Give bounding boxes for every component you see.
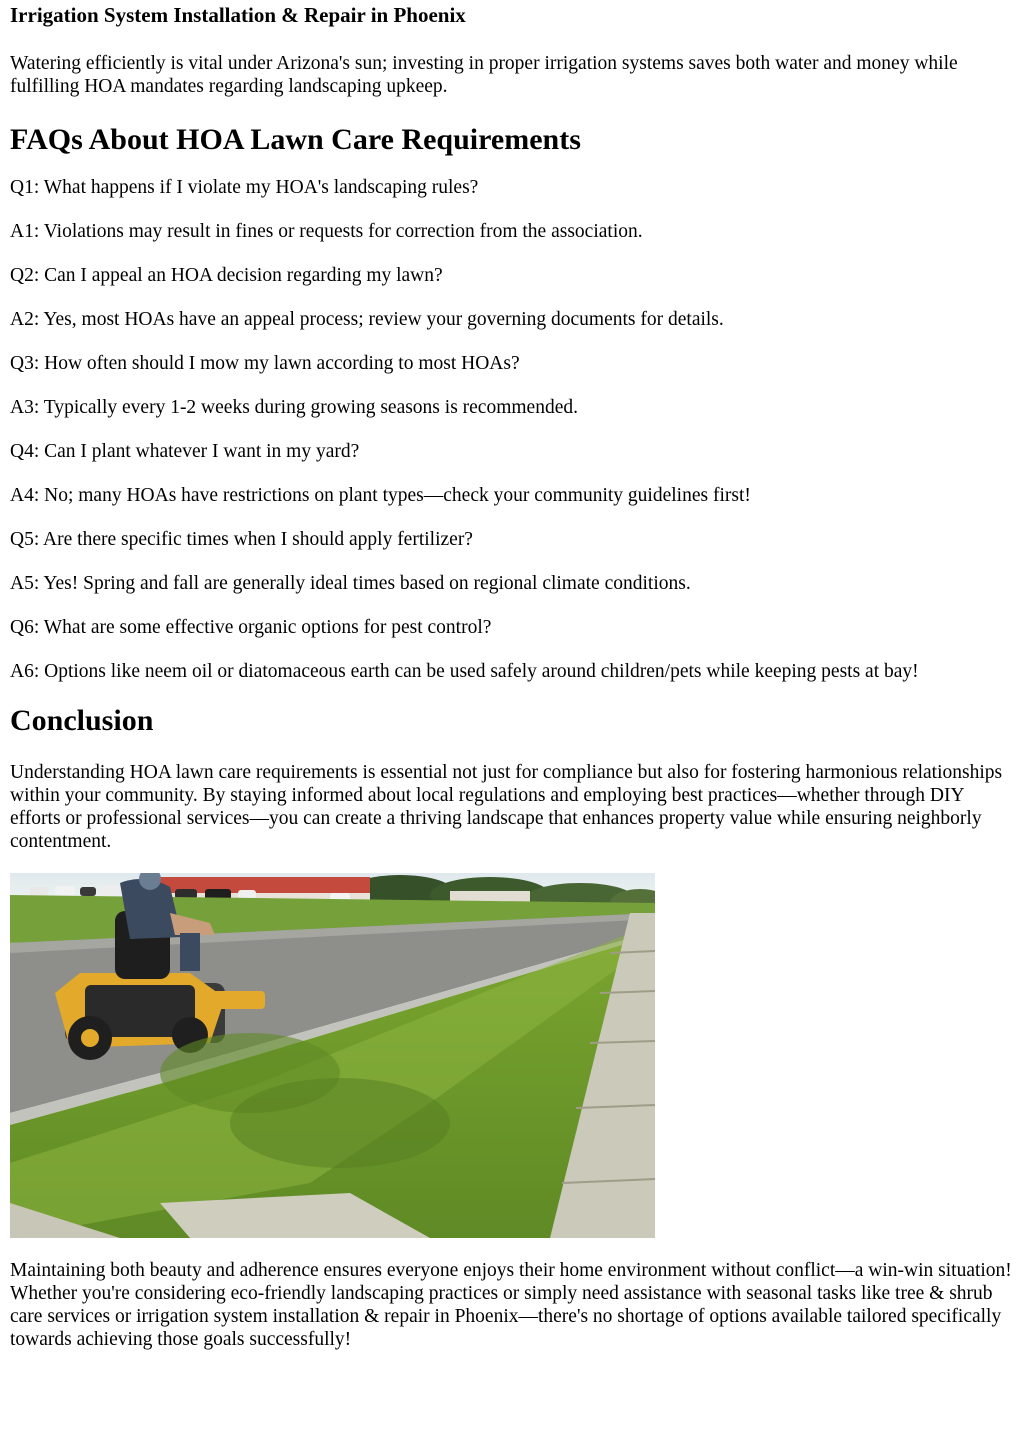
lawn-mowing-photo xyxy=(10,873,655,1238)
faq-list xyxy=(10,176,1018,683)
irrigation-heading: Irrigation System Installation & Repair in Phoenix xyxy=(10,3,466,27)
conclusion-paragraph: Understanding HOA lawn care requirements is essential not just for compliance but also for fostering harmonious relationships within your community. By staying informed about local regulations and employing best practices—whether through DIY efforts or professional services—you can create a thriving landscape that enhances property value while ensuring neighborly contentment. xyxy=(10,762,1003,852)
faq-answer: A2: Yes, most HOAs have an appeal process; review your governing documents for details. xyxy=(10,309,724,330)
faq-question: Q4: Can I plant whatever I want in my yard? xyxy=(10,441,360,462)
faq-question: Q1: What happens if I violate my HOA's landscaping rules? xyxy=(10,177,479,198)
faq-question: Q5: Are there specific times when I should apply fertilizer? xyxy=(10,529,473,550)
intro-paragraph: Watering efficiently is vital under Arizona's sun; investing in proper irrigation systems saves both water and money while fulfilling HOA mandates regarding landscaping upkeep. xyxy=(10,53,958,97)
conclusion-heading: Conclusion xyxy=(10,704,154,737)
faq-question: Q2: Can I appeal an HOA decision regarding my lawn? xyxy=(10,265,443,286)
faq-answer: A6: Options like neem oil or diatomaceous earth can be used safely around children/pets while keeping pests at bay! xyxy=(10,661,919,682)
faq-heading: FAQs About HOA Lawn Care Requirements xyxy=(10,123,581,156)
faq-question: Q3: How often should I mow my lawn according to most HOAs? xyxy=(10,353,520,374)
faq-question: Q6: What are some effective organic options for pest control? xyxy=(10,617,492,638)
faq-answer: A4: No; many HOAs have restrictions on plant types—check your community guidelines first! xyxy=(10,485,751,506)
article xyxy=(10,0,1018,1351)
faq-answer: A3: Typically every 1-2 weeks during growing seasons is recommended. xyxy=(10,397,578,418)
faq-answer: A1: Violations may result in fines or requests for correction from the association. xyxy=(10,221,643,242)
closing-paragraph: Maintaining both beauty and adherence ensures everyone enjoys their home environment without conflict—a win-win situation! Whether you're considering eco-friendly landscaping practices or simply need assistance with seasonal tasks like tree & shrub care services or irrigation system installation & repair in Phoenix—there's no shortage of options available tailored specifically towards achieving those goals successfully! xyxy=(10,1260,1012,1350)
faq-answer: A5: Yes! Spring and fall are generally ideal times based on regional climate conditions. xyxy=(10,573,691,594)
